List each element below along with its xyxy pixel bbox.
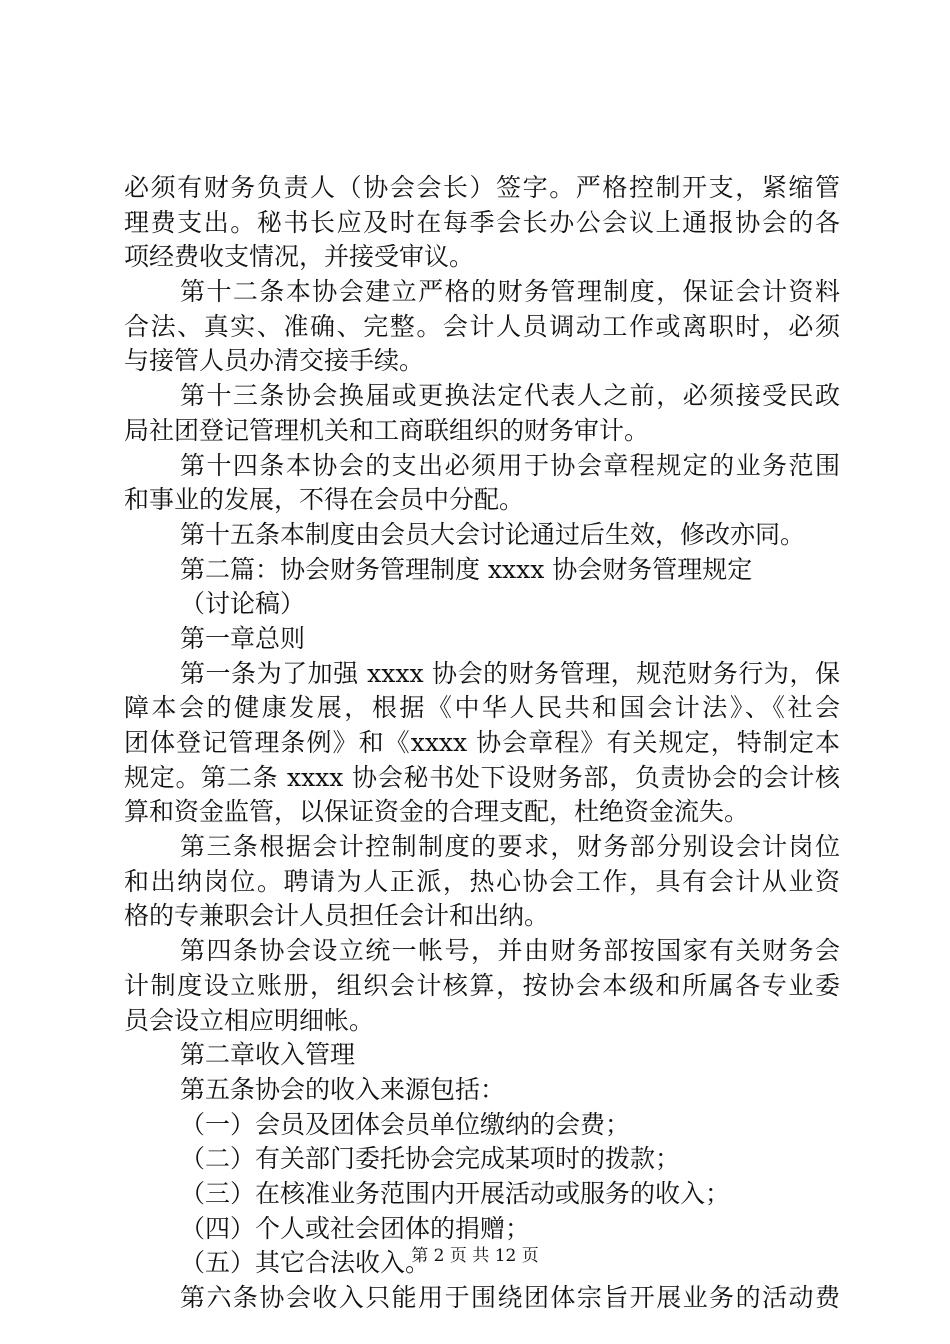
text-line: （五）其它合法收入。 <box>180 1248 431 1278</box>
page-footer: 第 2 页 共 12 页 <box>411 1246 539 1266</box>
text-line: 局社团登记管理机关和工商联组织的财务审计。 <box>124 415 650 445</box>
text-line: 第十五条本制度由会员大会讨论通过后生效，修改亦同。 <box>180 519 806 549</box>
text-line: 障本会的健康发展，根据《中华人民共和国会计法》、《社会 <box>124 693 840 723</box>
text-line: 和事业的发展，不得在会员中分配。 <box>124 485 525 515</box>
text-line: 第十三条协会换届或更换法定代表人之前，必须接受民政 <box>180 381 840 411</box>
text-line: 必须有财务负责人（协会会长）签字。严格控制开支，紧缩管 <box>124 173 840 202</box>
text-line: 第一章总则 <box>180 623 306 653</box>
text-line: （讨论稿） <box>180 589 306 619</box>
text-line: 计制度设立账册，组织会计核算，按协会本级和所属各专业委 <box>124 970 840 1000</box>
text-line: 项经费收支情况，并接受审议。 <box>124 242 475 272</box>
text-line: 理费支出。秘书长应及时在每季会长办公会议上通报协会的各 <box>124 207 840 237</box>
text-line: （二）有关部门委托协会完成某项时的拨款； <box>180 1144 681 1174</box>
text-line: 格的专兼职会计人员担任会计和出纳。 <box>124 901 550 931</box>
text-line: 规定。第二条 xxxx 协会秘书处下设财务部，负责协会的会计核 <box>124 762 840 792</box>
text-line: 第二篇：协会财务管理制度 xxxx 协会财务管理规定 <box>180 554 753 584</box>
text-line: 第六条协会收入只能用于围绕团体宗旨开展业务的活动费 <box>180 1283 840 1312</box>
text-line: 第四条协会设立统一帐号，并由财务部按国家有关财务会 <box>180 936 840 966</box>
text-line: 算和资金监管，以保证资金的合理支配，杜绝资金流失。 <box>124 797 750 827</box>
text-line: 员会设立相应明细帐。 <box>124 1005 375 1035</box>
text-line: 第三条根据会计控制制度的要求，财务部分别设会计岗位 <box>180 832 840 862</box>
text-line: 与接管人员办清交接手续。 <box>124 346 425 376</box>
text-line: 合法、真实、准确、完整。会计人员调动工作或离职时，必须 <box>124 311 840 341</box>
text-line: 第一条为了加强 xxxx 协会的财务管理，规范财务行为，保 <box>180 658 840 688</box>
text-line: 第十四条本协会的支出必须用于协会章程规定的业务范围 <box>180 450 840 480</box>
text-line: （三）在核准业务范围内开展活动或服务的收入； <box>180 1178 731 1208</box>
text-line: （四）个人或社会团体的捐赠； <box>180 1213 531 1243</box>
text-line: 第十二条本协会建立严格的财务管理制度，保证会计资料 <box>180 277 840 307</box>
text-line: 团体登记管理条例》和《xxxx 协会章程》有关规定，特制定本 <box>124 728 840 757</box>
document-body <box>124 171 840 1316</box>
text-line: 第二章收入管理 <box>180 1040 356 1070</box>
text-line: （一）会员及团体会员单位缴纳的会费； <box>180 1109 631 1139</box>
text-line: 第五条协会的收入来源包括： <box>180 1074 506 1104</box>
text-line: 和出纳岗位。聘请为人正派，热心协会工作，具有会计从业资 <box>124 866 840 896</box>
